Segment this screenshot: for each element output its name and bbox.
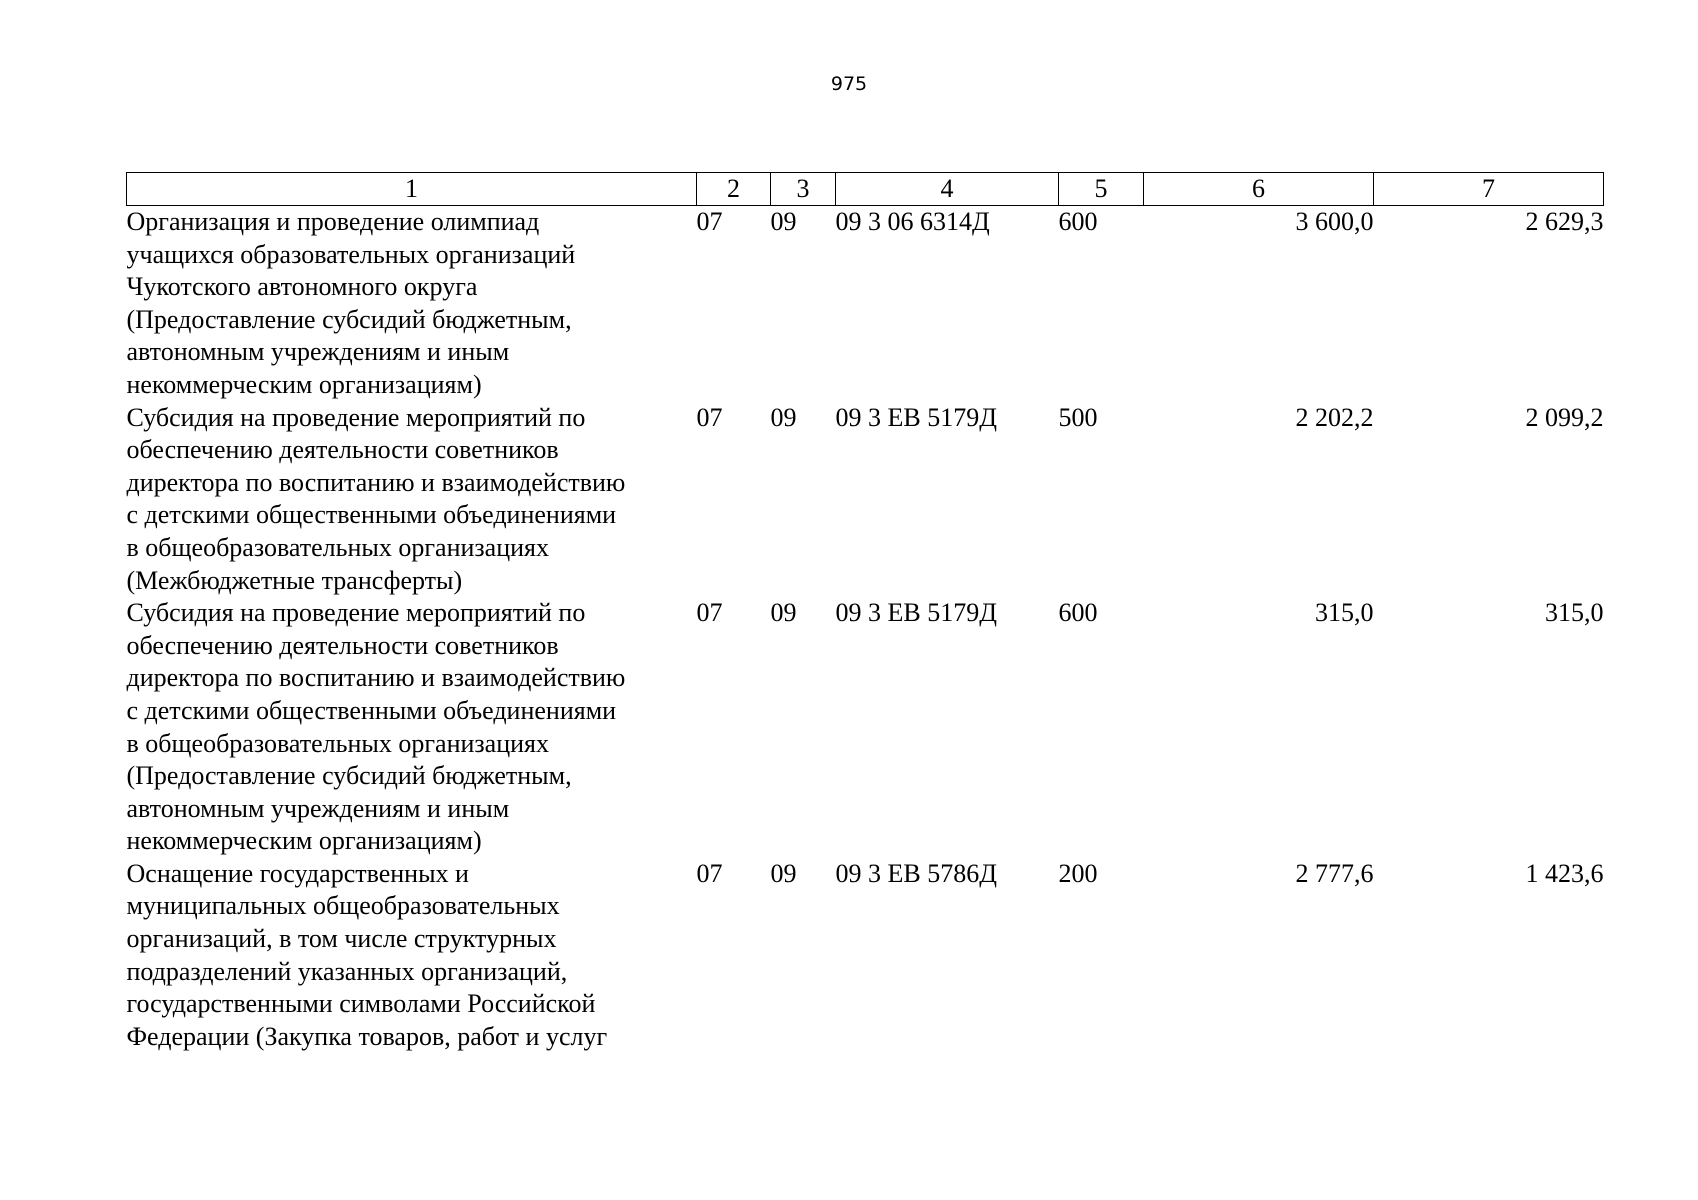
row-name-line: государственными символами Российской <box>126 989 596 1019</box>
row-name-line: Оснащение государственных и <box>126 858 469 888</box>
column-header-4: 4 <box>836 173 1059 206</box>
row-name-line: некоммерческим организациям) <box>126 826 482 856</box>
amount-column-7-cell: 1 423,6 <box>1525 858 1604 888</box>
row-name-cell <box>127 206 697 402</box>
row-name-line: организаций, в том числе структурных <box>126 924 557 954</box>
row-name-line: с детскими общественными объединениями <box>126 695 617 725</box>
column-header-7: 7 <box>1374 173 1604 206</box>
expense-type-cell: 200 <box>1058 858 1098 888</box>
amount-column-7-cell: 315,0 <box>1545 598 1604 628</box>
subsection-cell: 09 <box>770 598 797 628</box>
column-header-6: 6 <box>1144 173 1374 206</box>
section-cell: 07 <box>696 858 723 888</box>
row-name-line: Субсидия на проведение мероприятий по <box>126 402 586 432</box>
row-name-cell <box>127 597 697 858</box>
row-name-line: автономным учреждениям и иным <box>126 337 510 367</box>
row-name-line: подразделений указанных организаций, <box>126 956 568 986</box>
column-header-1: 1 <box>127 173 697 206</box>
section-cell: 07 <box>696 598 723 628</box>
page-number: 975 <box>830 73 868 95</box>
subsection-cell: 09 <box>770 858 797 888</box>
table-row <box>127 858 1604 1054</box>
row-name-line: муниципальных общеобразовательных <box>126 891 560 921</box>
table-row <box>127 597 1604 858</box>
target-article-cell: 09 3 EB 5786Д <box>835 858 997 888</box>
row-name-line: обеспечению деятельности советников <box>126 435 559 465</box>
column-header-2: 2 <box>697 173 771 206</box>
table-header-row <box>127 173 1604 206</box>
amount-column-6-cell: 3 600,0 <box>1295 207 1374 236</box>
target-article-cell: 09 3 EB 5179Д <box>835 598 997 628</box>
column-header-5: 5 <box>1059 173 1144 206</box>
row-name-line: (Предоставление субсидий бюджетным, <box>126 304 572 334</box>
subsection-cell: 09 <box>770 402 797 432</box>
row-name-cell <box>127 858 697 1054</box>
target-article-cell: 09 3 06 6314Д <box>835 207 990 236</box>
table-row <box>127 206 1604 402</box>
row-name-line: Субсидия на проведение мероприятий по <box>126 598 586 628</box>
row-name-line: директора по воспитанию и взаимодействию <box>126 467 626 497</box>
target-article-cell: 09 3 EB 5179Д <box>835 402 997 432</box>
row-name-line: учащихся образовательных организаций <box>126 239 576 269</box>
row-name-line: (Межбюджетные трансферты) <box>126 565 463 595</box>
row-name-line: в общеобразовательных организациях <box>126 532 549 562</box>
amount-column-7-cell: 2 629,3 <box>1525 207 1604 236</box>
amount-column-7-cell: 2 099,2 <box>1525 402 1604 432</box>
row-name-line: в общеобразовательных организациях <box>126 728 549 758</box>
expense-type-cell: 500 <box>1058 402 1098 432</box>
row-name-line: Федерации (Закупка товаров, работ и услуг <box>126 1021 608 1051</box>
row-name-line: директора по воспитанию и взаимодействию <box>126 663 626 693</box>
amount-column-6-cell: 2 202,2 <box>1295 402 1374 432</box>
column-header-3: 3 <box>771 173 836 206</box>
row-name-line: Организация и проведение олимпиад <box>126 207 540 236</box>
section-cell: 07 <box>696 207 723 236</box>
amount-column-6-cell: 315,0 <box>1315 598 1374 628</box>
budget-table <box>126 172 1604 1053</box>
row-name-line: Чукотского автономного округа <box>126 272 478 302</box>
row-name-line: с детскими общественными объединениями <box>126 500 617 530</box>
table-row <box>127 402 1604 598</box>
expense-type-cell: 600 <box>1058 207 1098 236</box>
row-name-line: некоммерческим организациям) <box>126 369 482 399</box>
section-cell: 07 <box>696 402 723 432</box>
row-name-line: автономным учреждениям и иным <box>126 793 510 823</box>
subsection-cell: 09 <box>770 207 797 236</box>
row-name-line: (Предоставление субсидий бюджетным, <box>126 761 572 791</box>
row-name-line: обеспечению деятельности советников <box>126 630 559 660</box>
expense-type-cell: 600 <box>1058 598 1098 628</box>
row-name-cell <box>127 402 697 598</box>
amount-column-6-cell: 2 777,6 <box>1295 858 1374 888</box>
